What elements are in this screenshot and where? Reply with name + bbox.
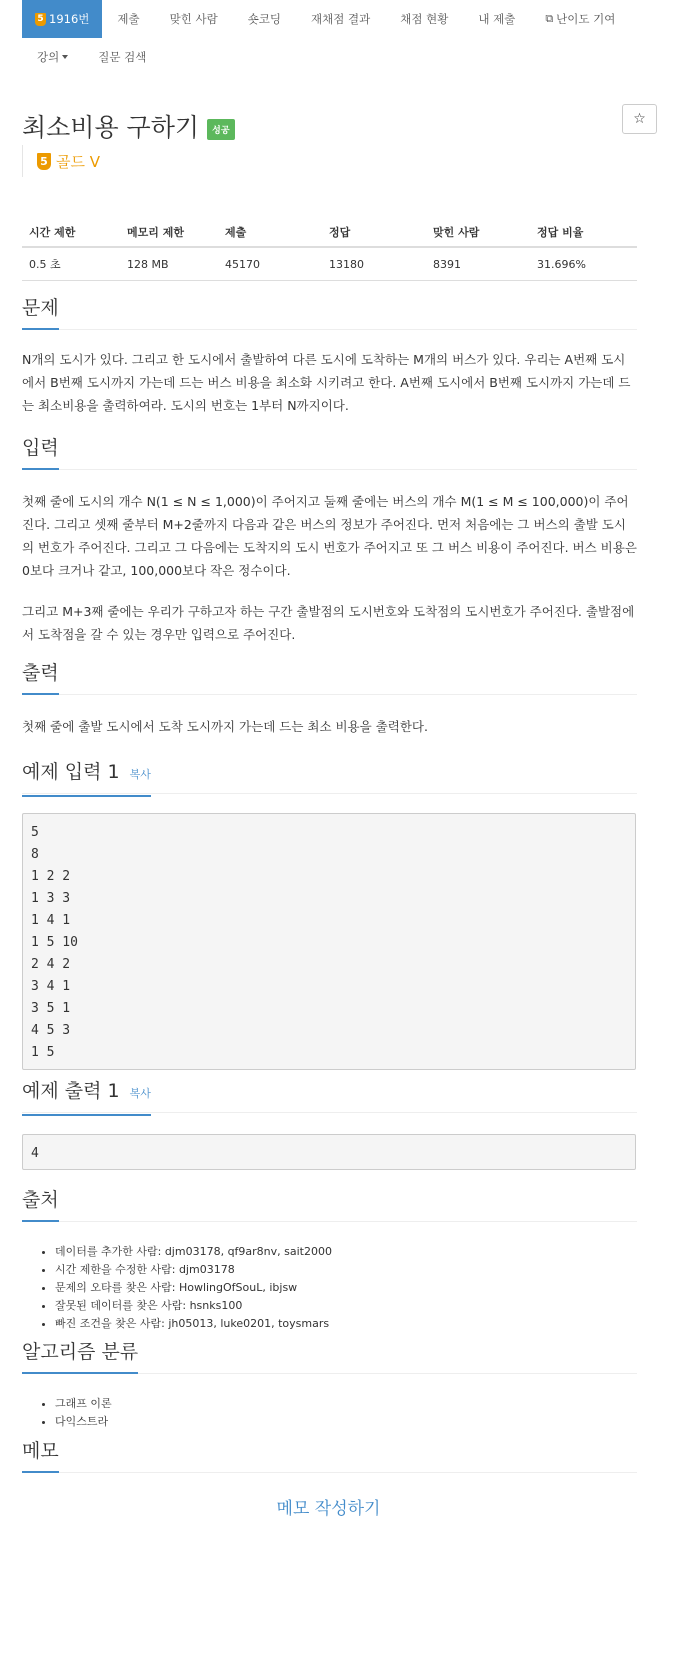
section-title: 문제 <box>22 296 59 330</box>
header-solved-users: 맞힌 사람 <box>426 218 530 247</box>
list-item[interactable]: • 그래프 이론 <box>55 1395 635 1413</box>
sample-output-title: 예제 출력 1 <box>22 1080 120 1102</box>
nav-tab-question-search[interactable]: 질문 검색 <box>98 50 147 64</box>
nav-row-primary <box>22 0 657 38</box>
section-heading-sample-output <box>22 1079 637 1113</box>
header-accepted: 정답 <box>322 218 426 247</box>
favorite-button[interactable] <box>622 104 657 134</box>
section-heading-output <box>22 661 637 695</box>
nav-tab-rejudge[interactable]: 재채점 결과 <box>311 12 371 26</box>
section-heading-memo <box>22 1439 637 1473</box>
nav-tab-short-coding[interactable]: 숏코딩 <box>247 12 282 26</box>
sample-output-box[interactable]: 4 <box>22 1134 636 1170</box>
external-link-icon: ⧉ <box>545 12 554 25</box>
section-heading-sample-input <box>22 760 637 794</box>
value-accept-ratio: 31.696% <box>530 247 637 281</box>
copy-sample-output-button[interactable]: 복사 <box>129 1087 151 1100</box>
nav-tab-status[interactable]: 채점 현황 <box>400 12 449 26</box>
value-submissions: 45170 <box>218 247 322 281</box>
list-item: • 시간 제한을 수정한 사람: djm03178 <box>55 1261 635 1279</box>
section-heading-source <box>22 1188 637 1222</box>
nav-tab-difficulty-label: 난이도 기여 <box>556 12 616 26</box>
source-list <box>55 1243 635 1333</box>
title-area <box>22 108 657 144</box>
nav-tab-problem[interactable] <box>22 0 102 38</box>
nav-tab-submit[interactable]: 제출 <box>117 12 140 26</box>
nav-tab-solved-users[interactable]: 맞힌 사람 <box>169 12 218 26</box>
section-title: 메모 <box>22 1439 59 1473</box>
list-item: • 데이터를 추가한 사람: djm03178, qf9ar8nv, sait2000 <box>55 1243 635 1261</box>
section-title: 입력 <box>22 436 59 470</box>
status-badge: 성공 <box>207 119 234 140</box>
input-description-2: 그리고 M+3째 줄에는 우리가 구하고자 하는 구간 출발점의 도시번호와 도착점의 도시번호가 주어진다. 출발점에서 도착점을 갈 수 있는 경우만 입력으로 주어진다. <box>22 604 635 642</box>
nav-dropdown-lecture-label: 강의 <box>37 50 60 64</box>
section-title: 알고리즘 분류 <box>22 1340 138 1374</box>
problem-tier <box>22 145 100 177</box>
sample-input-title: 예제 입력 1 <box>22 761 120 783</box>
value-accepted: 13180 <box>322 247 426 281</box>
page-title: 최소비용 구하기 <box>22 113 199 142</box>
star-icon: ☆ <box>633 111 646 127</box>
header-memory-limit: 메모리 제한 <box>120 218 218 247</box>
list-item: • 잘못된 데이터를 찾은 사람: hsnks100 <box>55 1297 635 1315</box>
header-accept-ratio: 정답 비율 <box>530 218 637 247</box>
section-heading-input <box>22 436 637 470</box>
section-title <box>22 1079 151 1116</box>
header-time-limit: 시간 제한 <box>22 218 120 247</box>
list-item: • 빠진 조건을 찾은 사람: jh05013, luke0201, toysmars <box>55 1315 635 1333</box>
problem-info-table <box>22 218 637 281</box>
section-title: 출력 <box>22 661 59 695</box>
problem-description: N개의 도시가 있다. 그리고 한 도시에서 출발하여 다른 도시에 도착하는 M개의 버스가 있다. 우리는 A번째 도시에서 B번째 도시까지 가는데 드는 버스 비용을 최소화 시키려고 한다. A번째 도시에서 B번째 도시까지 가는데 드는 최소비용을 출력하여라. 도시의 번호는 1부터 N까지이다. <box>22 352 631 413</box>
list-item: • 문제의 오타를 찾은 사람: HowlingOfSouL, ibjsw <box>55 1279 635 1297</box>
copy-sample-input-button[interactable]: 복사 <box>129 768 151 781</box>
section-heading-problem <box>22 296 637 330</box>
value-solved-users: 8391 <box>426 247 530 281</box>
nav-tab-my-submissions[interactable]: 내 제출 <box>478 12 516 26</box>
table-header-row <box>22 218 637 247</box>
sample-input-box[interactable]: 5 8 1 2 2 1 3 3 1 4 1 1 5 10 2 4 2 3 4 1 3 5 1 4 5 3 1 5 <box>22 813 636 1070</box>
value-time-limit: 0.5 초 <box>22 247 120 281</box>
nav-tab-difficulty[interactable] <box>530 0 630 38</box>
tier-gold-icon: 5 <box>35 13 46 26</box>
value-memory-limit: 128 MB <box>120 247 218 281</box>
tier-label[interactable]: 골드 V <box>56 152 101 171</box>
nav-tab-problem-label: 1916번 <box>49 12 90 26</box>
input-description: 첫째 줄에 도시의 개수 N(1 ≤ N ≤ 1,000)이 주어지고 둘째 줄에는 버스의 개수 M(1 ≤ M ≤ 100,000)이 주어진다. 그리고 셋째 줄부터 M+2줄까지 다음과 같은 버스의 정보가 주어진다. 먼저 처음에는 그 버스의 출발 도시의 번호가 주어진다. 그리고 그 다음에는 도착지의 도시 번호가 주어지고 또 그 버스 비용이 주어진다. 버스 비용은 0보다 크거나 같고, 100,000보다 작은 정수이다. <box>22 494 637 578</box>
section-heading-algorithm <box>22 1340 637 1374</box>
algorithm-list <box>55 1395 635 1431</box>
caret-down-icon <box>62 55 68 59</box>
section-title <box>22 760 151 797</box>
header-submissions: 제출 <box>218 218 322 247</box>
table-row <box>22 247 637 281</box>
output-description: 첫째 줄에 출발 도시에서 도착 도시까지 가는데 드는 최소 비용을 출력한다. <box>22 719 428 734</box>
nav-row-secondary <box>22 38 657 76</box>
nav-dropdown-lecture[interactable] <box>22 49 83 65</box>
write-memo-button[interactable]: 메모 작성하기 <box>276 1499 381 1519</box>
tier-gold-icon: 5 <box>37 153 51 170</box>
list-item[interactable]: • 다익스트라 <box>55 1413 635 1431</box>
section-title: 출처 <box>22 1188 59 1222</box>
problem-nav <box>22 0 657 76</box>
